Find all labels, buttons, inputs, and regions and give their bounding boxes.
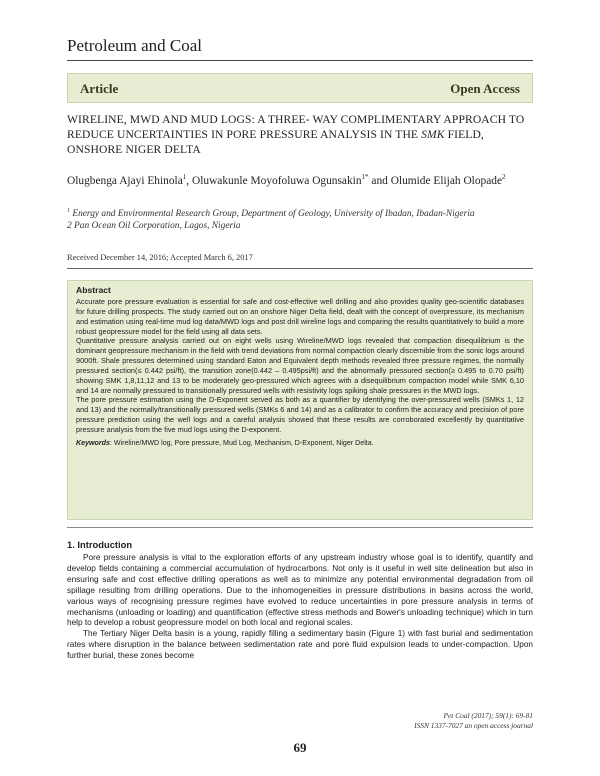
author-1-affiliation: 1 — [182, 173, 187, 181]
citation-line: Pet Coal (2017); 59(1): 69-81 — [443, 711, 533, 720]
paper-title — [67, 112, 533, 157]
introduction-paragraph-1: Pore pressure analysis is vital to the exploration efforts of any upstream industry whose goal is to identify, quantify and develop fields containing a commercial accumulation of hydrocarbons. Not only is it useful in well site delineation but also in ensuring safe and cost effective drilling operations as well as to minimize any potential environmental degradation from oil spillage resulting from drilling operations. Due to the inhomogeneities in pressure distributions in basins across the world, various ways of recognising pressure regimes have evolved to reduce uncertainties in pore pressure analysis in terms of mechanisms (unloading or loading) and quantification (effective stress methods and Bower's unloading technique) which in turn help to develop a robust geopressure model on both local and regional scales. — [67, 553, 533, 628]
header-rule — [67, 60, 533, 61]
abstract-paragraph-1: Accurate pore pressure evaluation is essential for safe and cost-effective well drilling and also provides quality geo-scientific databases for future drilling prospects. The study carried out on an onshore Niger Delta field, dealt with the concept of overpressure, its mechanism and estimation using real-time mud log data/MWD logs and post drill wireline logs and comparing the results quantitatively to build a more robust geopressure model for the field using all data sets. — [76, 297, 524, 336]
section-heading-introduction: 1. Introduction — [67, 539, 133, 550]
dates-rule — [67, 268, 533, 269]
abstract-paragraph-3: The pore pressure estimation using the D-Exponent served as both as a quantifier by identifying the over-pressured wells (SMKs 1, 12 and 13) and the normally/transitionally pressured wells (SMKs 6 and 14) and as a calibrator to confirm the accuracy and precision of pore pressure prediction using the well logs and a careful analysis showed that these results are corroborated excellently by quantitative pressure analysis from the five mud logs using the D-exponent. — [76, 395, 524, 434]
abstract-rule — [67, 527, 533, 528]
title-text-italic: SMK — [421, 128, 445, 141]
journal-name: Petroleum and Coal — [67, 36, 203, 55]
footer-citation — [414, 711, 533, 731]
article-band — [67, 73, 533, 103]
affiliation-1-marker: 1 — [67, 208, 70, 214]
abstract-box — [67, 280, 533, 520]
introduction-body — [67, 553, 533, 662]
affiliation-1-text: Energy and Environmental Research Group, Department of Geology, University of Ibadan, Ibadan-Nigeria — [70, 209, 475, 220]
introduction-paragraph-2: The Tertiary Niger Delta basin is a young, rapidly filling a sedimentary basin (Figure 1) with fast burial and sedimentation rates where disruption in the balance between sedimentation rate and pore fluid expulsion leads to under-compaction. Upon further burial, these zones become — [67, 629, 533, 661]
affiliation-1 — [67, 206, 533, 221]
author-1: Olugbenga Ajayi Ehinola — [67, 174, 183, 187]
affiliations — [67, 206, 533, 232]
affiliation-2: 2 Pan Ocean Oil Corporation, Lagos, Nigeria — [67, 220, 241, 231]
author-3: and Olumide Elijah Olopade — [368, 174, 503, 187]
abstract-paragraph-2: Quantitative pressure analysis carried out on eight wells using Wireline/MWD logs revealed that compaction disequilibrium is the dominant geopressure mechanism in the field with trend deviations from normal compaction clearly discernible from the sonic logs around 9000ft. Shale pressures determined using standard Eaton and Equivalent depth methods revealed three pressure regimes, the normally pressured section(≤ 0.442 psi/ft), the transition zone(0.442 – 0.495psi/ft) and the abnormally pressured section(≥ 0.495 to 0.70 psi/ft) showing SMK 1,8,11,12 and 13 to be moderately geo-pressured which agrees with a disequilibrium compaction model while SMK 6,10 and 14 are normally pressured to transitionally pressured wells with resistivity logs spiking shale pressures in the MWD logs. — [76, 336, 524, 395]
abstract-heading: Abstract — [76, 285, 111, 295]
author-2-affiliation: 1* — [361, 173, 369, 181]
author-list — [67, 170, 533, 188]
keywords-label: Keywords — [76, 438, 110, 447]
keywords-list: : Wireline/MWD log, Pore pressure, Mud Log, Mechanism, D-Exponent, Niger Delta. — [109, 438, 374, 447]
issn-line: ISSN 1337-7027 an open access journal — [414, 721, 533, 730]
open-access-label: Open Access — [450, 81, 520, 96]
author-3-affiliation: 2 — [502, 173, 506, 181]
title-text-pre: WIRELINE, MWD AND MUD LOGS: A THREE- WAY COMPLIMENTARY APPROACH TO REDUCE UNCERTAINTIES IN PORE PRESSURE ANALYSIS IN THE — [67, 113, 525, 141]
title-text-post: FIELD, ONSHORE NIGER DELTA — [67, 128, 484, 156]
page-number: 69 — [293, 740, 307, 755]
keywords — [76, 438, 524, 448]
author-2: , Oluwakunle Moyofoluwa Ogunsakin — [186, 174, 362, 187]
article-type-label: Article — [80, 81, 119, 96]
received-dates: Received December 14, 2016; Accepted March 6, 2017 — [67, 253, 253, 262]
